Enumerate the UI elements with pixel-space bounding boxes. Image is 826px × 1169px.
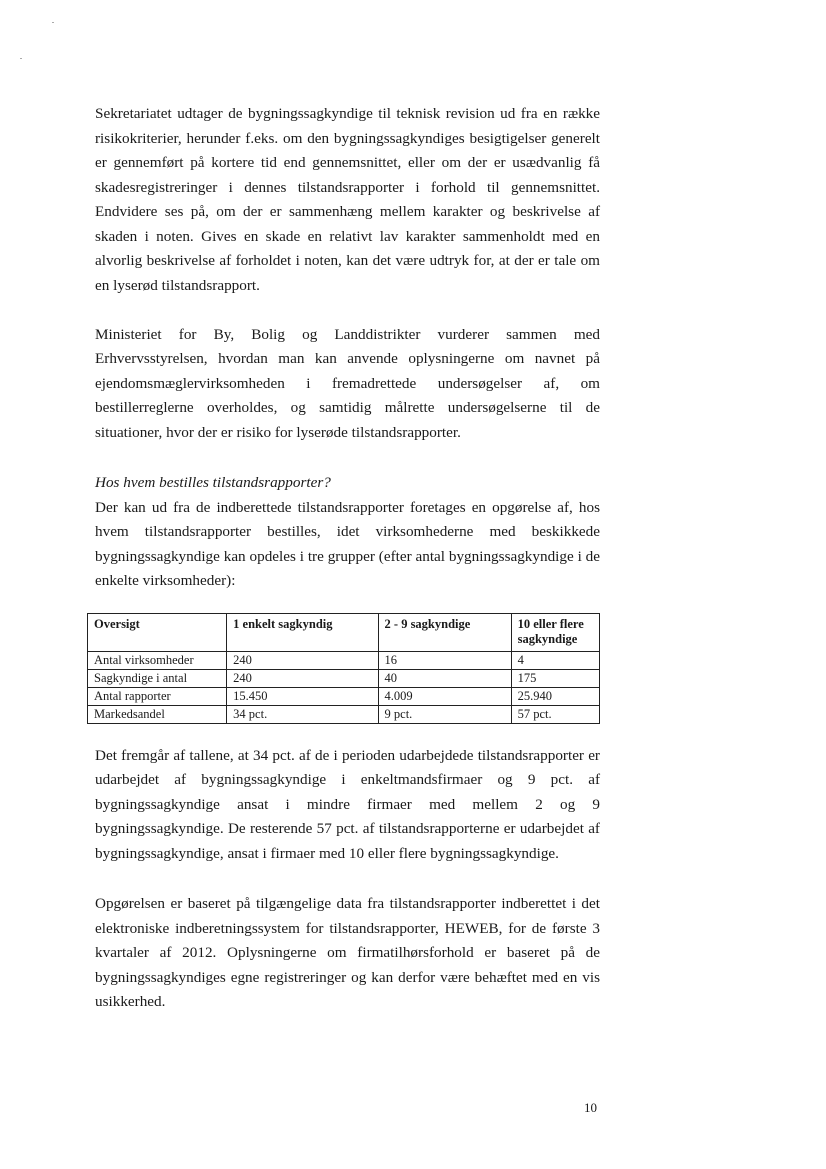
paragraph-data-basis: Opgørelsen er baseret på tilgængelige data fra tilstandsrapporter indberettet i det elektroniske indberetningssystem for tilstandsrapporter, HEWEB, for de første 3 kvartaler af 2012. Oplysningerne om firmatilhørsforhold er baseret på de bygningssagkyndiges egne registreringer og kan derfor være behæftet med en vis usikkerhed. xyxy=(95,895,600,1010)
table-row xyxy=(88,705,600,723)
page-number: 10 xyxy=(584,1100,597,1115)
table-row xyxy=(88,687,600,705)
paragraph-revision-criteria: Sekretariatet udtager de bygningssagkyndige til teknisk revision ud fra en række risikokriterier, herunder f.eks. om den bygningssagkyndiges besigtigelser generelt er gennemført på kortere tid end gennemsnittet, eller om der er usædvanlig få skadesregistreringer i dennes tilstandsrapporter i forhold til gennemsnittet. Endvidere ses på, om der er sammenhæng mellem karakter og beskrivelse af skaden i noten. Gives en skade en relativt lav karakter sammenholdt med en alvorlig beskrivelse af forholdet i noten, kan det være udtryk for, at der er tale om en lyserød tilstandsrapport. xyxy=(95,105,600,294)
table-cell: 4 xyxy=(511,651,599,669)
table-cell: 240 xyxy=(227,651,378,669)
table-cell: Markedsandel xyxy=(88,705,227,723)
table-row xyxy=(88,669,600,687)
table-cell: Antal virksomheder xyxy=(88,651,227,669)
table-cell: 9 pct. xyxy=(378,705,511,723)
table-header-row xyxy=(88,613,600,651)
table-header-cell: Oversigt xyxy=(88,613,227,651)
table-header-cell: 10 eller flere sagkyndige xyxy=(511,613,599,651)
table-cell: Sagkyndige i antal xyxy=(88,669,227,687)
table-cell: 40 xyxy=(378,669,511,687)
table-cell: 4.009 xyxy=(378,687,511,705)
paragraph-ministry-assessment: Ministeriet for By, Bolig og Landdistrikter vurderer sammen med Erhvervsstyrelsen, hvordan man kan anvende oplysningerne om navnet på ejendomsmæglervirksomheden i fremadrettede undersøgelser af, om bestillerreglerne overholdes, og samtidig målrette undersøgelserne til de situationer, hvor der er risiko for lyserøde tilstandsrapporter. xyxy=(95,325,600,441)
table-cell: 15.450 xyxy=(227,687,378,705)
document-body xyxy=(95,102,600,1015)
table-cell: 240 xyxy=(227,669,378,687)
paragraph-intro-groups: Der kan ud fra de indberettede tilstandsrapporter foretages en opgørelse af, hos hvem tilstandsrapporter bestilles, idet virksomhederne med beskikkede bygningssagkyndige kan opdeles i tre grupper (efter antal bygningssagkyndige i de enkelte virksomheder): xyxy=(95,498,600,589)
table-row xyxy=(88,651,600,669)
table-cell: 25.940 xyxy=(511,687,599,705)
section-heading: Hos hvem bestilles tilstandsrapporter? xyxy=(95,474,331,491)
overview-table xyxy=(87,613,600,724)
scan-speck xyxy=(52,22,54,23)
table-header-cell: 2 - 9 sagkyndige xyxy=(378,613,511,651)
table-cell: 34 pct. xyxy=(227,705,378,723)
table-header-cell: 1 enkelt sagkyndig xyxy=(227,613,378,651)
table-cell: 16 xyxy=(378,651,511,669)
scan-speck xyxy=(20,58,22,59)
table-cell: 175 xyxy=(511,669,599,687)
table-cell: Antal rapporter xyxy=(88,687,227,705)
table-cell: 57 pct. xyxy=(511,705,599,723)
paragraph-market-share: Det fremgår af tallene, at 34 pct. af de i perioden udarbejdede tilstandsrapporter er udarbejdet af bygningssagkyndige i enkeltmandsfirmaer og 9 pct. af bygningssagkyndige ansat i mindre firmaer med mellem 2 og 9 bygningssagkyndige. De resterende 57 pct. af tilstandsrapporterne er udarbejdet af bygningssagkyndige, ansat i firmaer med 10 eller flere bygningssagkyndige. xyxy=(95,746,600,862)
